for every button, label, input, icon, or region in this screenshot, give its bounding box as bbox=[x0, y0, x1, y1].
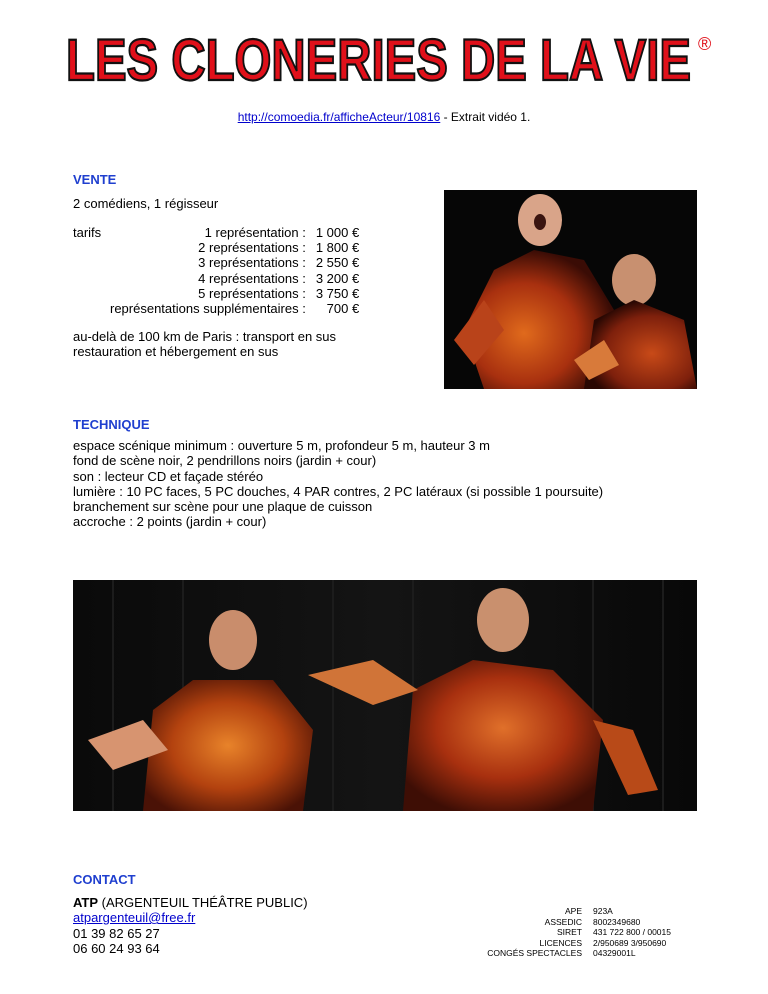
tarif-row bbox=[110, 301, 359, 316]
technique-line: branchement sur scène pour une plaque de cuisson bbox=[73, 499, 373, 515]
tarif-label: 2 représentations : bbox=[198, 240, 306, 256]
technique-list bbox=[73, 438, 603, 530]
vente-note-transport: au-delà de 100 km de Paris : transport en sus bbox=[73, 329, 337, 344]
tarif-row bbox=[110, 240, 359, 255]
admin-value: 04329001L bbox=[593, 948, 636, 958]
technique-line: son : lecteur CD et façade stéréo bbox=[73, 468, 264, 484]
tarif-value: 1 800 € bbox=[315, 240, 360, 256]
technique-line: lumière : 10 PC faces, 5 PC douches, 4 PAR contres, 2 PC latéraux (si possible 1 poursuite) bbox=[73, 483, 604, 499]
tarif-label: 4 représentations : bbox=[198, 270, 306, 286]
photo-actors-stage bbox=[73, 580, 697, 811]
technique-heading: TECHNIQUE bbox=[73, 417, 150, 432]
admin-value: 431 722 800 / 00015 bbox=[593, 927, 671, 937]
tarif-row bbox=[110, 286, 359, 301]
tarifs-label: tarifs bbox=[73, 225, 102, 240]
tarif-row bbox=[110, 225, 359, 240]
admin-label: CONGÉS SPECTACLES bbox=[487, 948, 582, 958]
admin-label: ASSEDIC bbox=[544, 916, 582, 927]
tarif-label: 5 représentations : bbox=[198, 285, 306, 301]
contact-heading: CONTACT bbox=[73, 872, 136, 887]
tarif-value: 1 000 € bbox=[315, 225, 360, 240]
photo-actors-top bbox=[444, 190, 697, 389]
tarif-value: 2 550 € bbox=[315, 255, 360, 271]
vente-heading: VENTE bbox=[73, 172, 117, 187]
technique-line: accroche : 2 points (jardin + cour) bbox=[73, 514, 267, 530]
title-text: LES CLONERIES DE LA VIE bbox=[66, 28, 691, 93]
tarif-row bbox=[110, 255, 359, 270]
tarif-row bbox=[110, 271, 359, 286]
video-link-line bbox=[0, 110, 768, 124]
admin-value: 923A bbox=[593, 906, 613, 916]
technique-line: espace scénique minimum : ouverture 5 m, profondeur 5 m, hauteur 3 m bbox=[73, 438, 490, 453]
admin-label: APE bbox=[564, 906, 582, 916]
contact-email[interactable]: atpargenteuil@free.fr bbox=[73, 910, 196, 925]
vente-note-accommodation: restauration et hébergement en sus bbox=[73, 344, 279, 359]
contact-details bbox=[73, 910, 195, 957]
tarif-value: 700 € bbox=[326, 301, 360, 317]
video-link[interactable]: http://comoedia.fr/afficheActeur/10816 bbox=[237, 110, 441, 124]
page-title bbox=[66, 28, 726, 108]
admin-label: LICENCES bbox=[539, 937, 582, 948]
admin-label: SIRET bbox=[556, 927, 582, 937]
tarif-label: 3 représentations : bbox=[198, 255, 306, 271]
tarif-label: 1 représentation : bbox=[204, 225, 306, 240]
admin-value: 8002349680 bbox=[593, 916, 641, 927]
tarif-label: représentations supplémentaires : bbox=[110, 301, 306, 317]
admin-value: 2/950689 3/950690 bbox=[593, 937, 667, 948]
contact-phone-2: 06 60 24 93 64 bbox=[73, 941, 160, 956]
contact-org-name: (ARGENTEUIL THÉÂTRE PUBLIC) bbox=[98, 895, 308, 910]
admin-values bbox=[593, 906, 723, 959]
contact-org-acronym: ATP bbox=[73, 895, 99, 910]
contact-phone-1: 01 39 82 65 27 bbox=[73, 925, 160, 941]
tarifs-table bbox=[110, 225, 359, 316]
admin-labels bbox=[440, 906, 582, 959]
registered-mark: ® bbox=[698, 34, 712, 54]
tarif-value: 3 200 € bbox=[315, 270, 360, 286]
tarif-value: 3 750 € bbox=[315, 285, 360, 301]
technique-line: fond de scène noir, 2 pendrillons noirs (jardin + cour) bbox=[73, 453, 377, 469]
contact-org bbox=[73, 895, 308, 910]
video-link-suffix: - Extrait vidéo 1. bbox=[440, 110, 531, 124]
vente-cast: 2 comédiens, 1 régisseur bbox=[73, 196, 219, 211]
